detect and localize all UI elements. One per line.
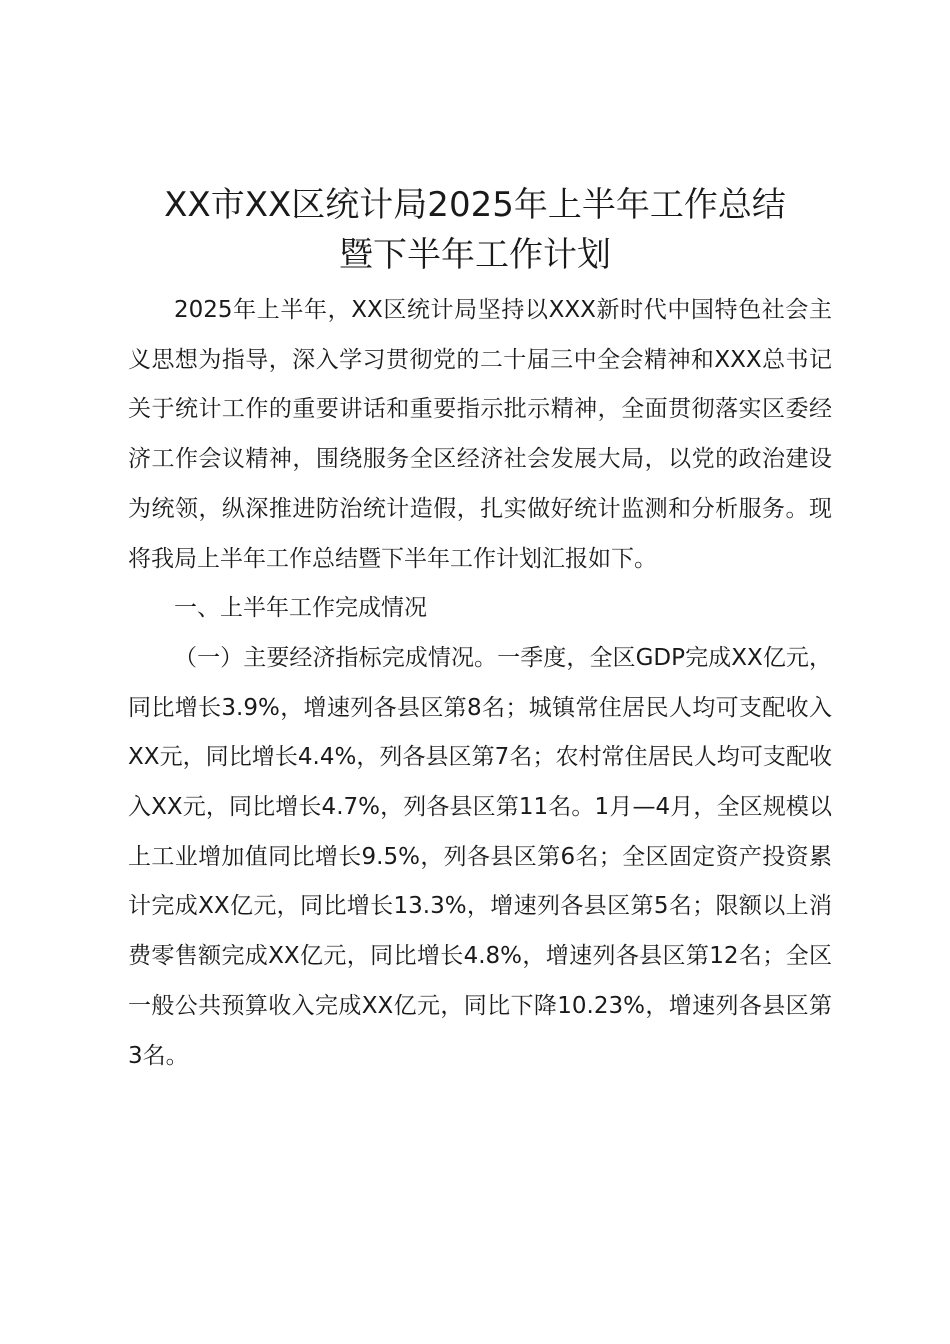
document-body bbox=[128, 286, 832, 1081]
title-line-1: XX市XX区统计局2025年上半年工作总结 bbox=[164, 185, 786, 225]
intro-paragraph: 2025年上半年，XX区统计局坚持以XXX新时代中国特色社会主义思想为指导，深入学习贯彻党的二十届三中全会精神和XXX总书记关于统计工作的重要讲话和重要指示批示精神，全面贯彻落实区委经济工作会议精神，围绕服务全区经济社会发展大局，以党的政治建设为统领，纵深推进防治统计造假，扎实做好统计监测和分析服务。现将我局上半年工作总结暨下半年工作计划汇报如下。 bbox=[128, 297, 832, 572]
economic-indicators-paragraph: （一）主要经济指标完成情况。一季度，全区GDP完成XX亿元，同比增长3.9%，增速列各县区第8名；城镇常住居民人均可支配收入XX元，同比增长4.4%，列各县区第7名；农村常住居民人均可支配收入XX元，同比增长4.7%，列各县区第11名。1月—4月，全区规模以上工业增加值同比增长9.5%，列各县区第6名；全区固定资产投资累计完成XX亿元，同比增长13.3%，增速列各县区第5名；限额以上消费零售额完成XX亿元，同比增长4.8%，增速列各县区第12名；全区一般公共预算收入完成XX亿元，同比下降10.23%，增速列各县区第3名。 bbox=[128, 644, 832, 1069]
title-line-2: 暨下半年工作计划 bbox=[339, 235, 611, 275]
document-title bbox=[120, 180, 830, 280]
section-heading: 一、上半年工作完成情况 bbox=[174, 595, 427, 622]
